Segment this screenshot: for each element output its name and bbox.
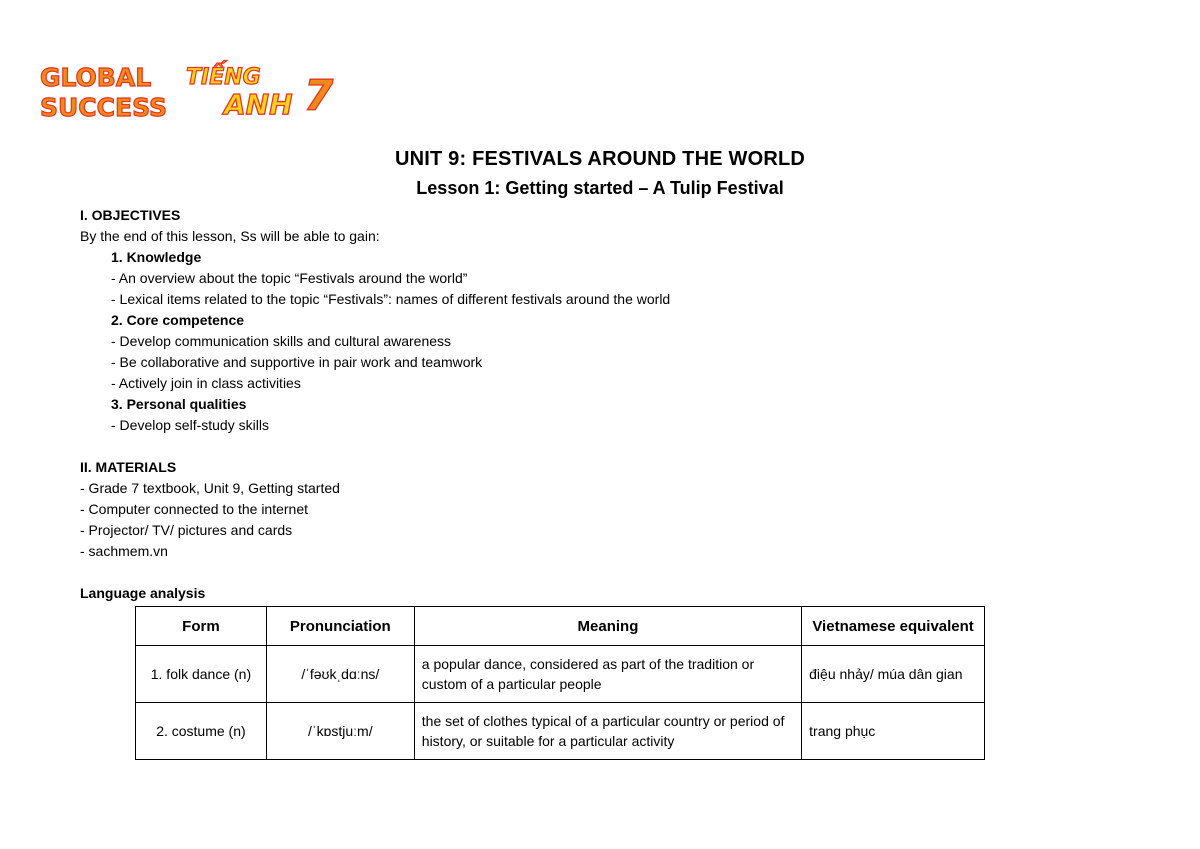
header-meaning: Meaning: [414, 607, 801, 646]
logo-global-text: GLOBAL: [40, 63, 152, 92]
objectives-heading: I. OBJECTIVES: [80, 207, 181, 223]
logo-success-text: SUCCESS: [40, 93, 167, 122]
logo-grade-text: 7: [304, 71, 334, 120]
cell-form: 2. costume (n): [136, 703, 267, 760]
materials-item: - Projector/ TV/ pictures and cards: [80, 522, 293, 538]
header-form: Form: [136, 607, 267, 646]
cell-meaning: the set of clothes typical of a particular country or period of history, or suitable for a particular activity: [414, 703, 801, 760]
core-competence-item: - Actively join in class activities: [111, 375, 301, 391]
cell-meaning: a popular dance, considered as part of the tradition or custom of a particular people: [414, 646, 801, 703]
header-vietnamese: Vietnamese equivalent: [802, 607, 985, 646]
personal-qualities-item: - Develop self-study skills: [111, 417, 269, 433]
cell-pronunciation: /ˈfəʊkˌdɑːns/: [266, 646, 414, 703]
table-row: [136, 703, 985, 760]
personal-qualities-heading: 3. Personal qualities: [111, 396, 247, 412]
knowledge-item: - An overview about the topic “Festivals around the world”: [111, 270, 468, 286]
table-row: [136, 646, 985, 703]
cell-vietnamese: trang phục: [802, 703, 985, 760]
core-competence-heading: 2. Core competence: [111, 312, 245, 328]
materials-item: - Grade 7 textbook, Unit 9, Getting started: [80, 480, 340, 496]
logo-anh-text: ANH: [224, 88, 293, 121]
tieng-anh-7-logo: [186, 61, 334, 121]
language-analysis-table: [135, 606, 985, 760]
logo-tieng-text: TIẾNG: [186, 65, 261, 90]
lesson-subtitle: Lesson 1: Getting started – A Tulip Festival: [416, 178, 784, 198]
core-competence-item: - Be collaborative and supportive in pair work and teamwork: [111, 354, 483, 370]
header-pronunciation: Pronunciation: [266, 607, 414, 646]
cell-pronunciation: /ˈkɒstjuːm/: [266, 703, 414, 760]
unit-title: UNIT 9: FESTIVALS AROUND THE WORLD: [394, 148, 806, 170]
core-competence-item: - Develop communication skills and cultural awareness: [111, 333, 452, 349]
logos: [36, 54, 346, 126]
knowledge-item: - Lexical items related to the topic “Festivals”: names of different festivals around the world: [111, 291, 671, 307]
cell-vietnamese: điệu nhảy/ múa dân gian: [802, 646, 985, 703]
knowledge-heading: 1. Knowledge: [111, 249, 202, 265]
materials-heading: II. MATERIALS: [80, 459, 177, 475]
materials-item: - Computer connected to the internet: [80, 501, 309, 517]
cell-form: 1. folk dance (n): [136, 646, 267, 703]
objectives-intro: By the end of this lesson, Ss will be able to gain:: [80, 228, 380, 244]
global-success-logo: [40, 63, 167, 122]
language-analysis-heading: Language analysis: [80, 585, 206, 601]
lesson-content: [80, 205, 1120, 604]
table-header-row: [136, 607, 985, 646]
materials-item: - sachmem.vn: [80, 543, 168, 559]
